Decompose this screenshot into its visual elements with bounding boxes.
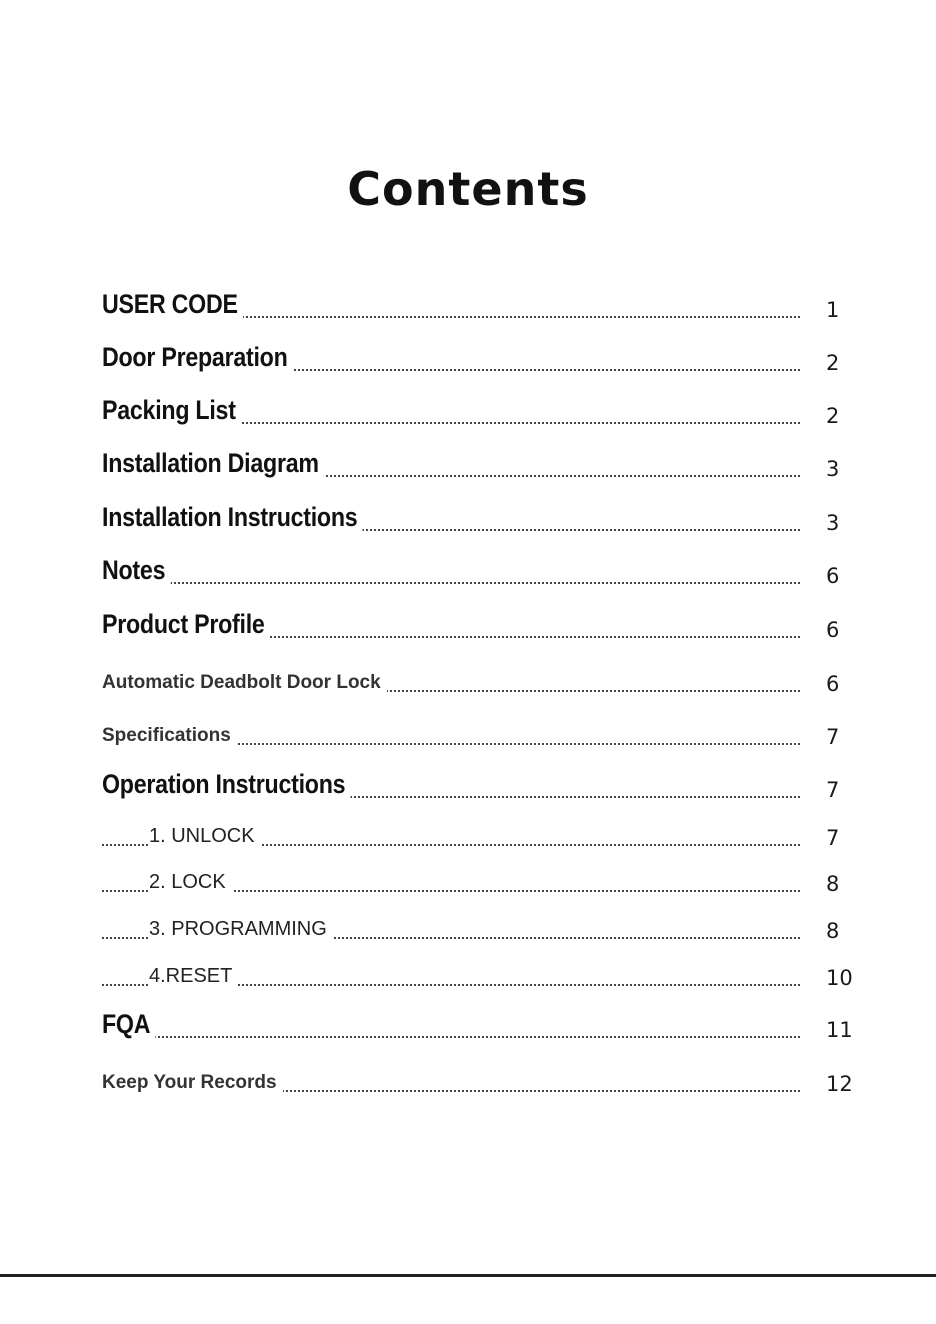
toc-entry-page: 8 [826, 872, 840, 896]
toc-entry-installation-instructions[interactable] [0, 502, 936, 541]
toc-entry-door-preparation[interactable] [0, 342, 936, 381]
toc-entry-label: 4.RESET [149, 965, 238, 988]
toc-entry-page: 7 [826, 826, 840, 850]
toc-entry-programming[interactable] [0, 913, 936, 949]
toc-entry-label: FQA [102, 1009, 155, 1040]
dot-leader [102, 582, 800, 584]
toc-entry-page: 6 [826, 564, 840, 588]
toc-entry-lock[interactable] [0, 866, 936, 902]
toc-entry-label: Operation Instructions [102, 769, 350, 800]
toc-entry-label: 1. UNLOCK [149, 825, 261, 848]
toc-entry-label: Packing List [102, 395, 241, 426]
toc-entry-label: Installation Diagram [102, 448, 324, 479]
toc-entry-automatic-deadbolt-door-lock[interactable] [0, 666, 936, 702]
toc-entry-page: 11 [826, 1018, 853, 1042]
toc-entry-fqa[interactable] [0, 1009, 936, 1048]
toc-entry-product-profile[interactable] [0, 609, 936, 648]
toc-entry-label: 3. PROGRAMMING [149, 918, 333, 941]
toc-entry-page: 10 [826, 966, 853, 990]
toc-entry-label: Notes [102, 555, 170, 586]
toc-entry-label: USER CODE [102, 289, 243, 320]
bottom-rule [0, 1274, 936, 1277]
toc-entry-label: Installation Instructions [102, 502, 363, 533]
toc-entry-page: 3 [826, 457, 840, 481]
toc-entry-page: 8 [826, 919, 840, 943]
toc-entry-specifications[interactable] [0, 719, 936, 755]
toc-entry-page: 7 [826, 778, 840, 802]
toc-entry-installation-diagram[interactable] [0, 448, 936, 487]
toc-entry-page: 6 [826, 618, 840, 642]
toc-entry-page: 2 [826, 404, 840, 428]
toc-entry-page: 3 [826, 511, 840, 535]
toc-entry-page: 2 [826, 351, 840, 375]
toc-entry-label: Automatic Deadbolt Door Lock [102, 672, 387, 694]
toc-entry-label: Keep Your Records [102, 1072, 283, 1094]
toc-entry-reset[interactable] [0, 960, 936, 996]
toc-entry-page: 12 [826, 1072, 853, 1096]
dot-leader [102, 1036, 800, 1038]
toc-entry-label: Product Profile [102, 609, 270, 640]
toc-entry-packing-list[interactable] [0, 395, 936, 434]
toc-entry-label: Specifications [102, 725, 237, 747]
toc-entry-operation-instructions[interactable] [0, 769, 936, 808]
toc-entry-keep-your-records[interactable] [0, 1066, 936, 1102]
toc-entry-label: 2. LOCK [149, 871, 232, 894]
toc-entry-page: 1 [826, 298, 840, 322]
toc-entry-notes[interactable] [0, 555, 936, 594]
toc-entry-page: 7 [826, 725, 840, 749]
toc-entry-user-code[interactable] [0, 289, 936, 328]
page-title: Contents [347, 162, 589, 216]
toc-entry-label: Door Preparation [102, 342, 293, 373]
toc-entry-unlock[interactable] [0, 820, 936, 856]
toc-entry-page: 6 [826, 672, 840, 696]
